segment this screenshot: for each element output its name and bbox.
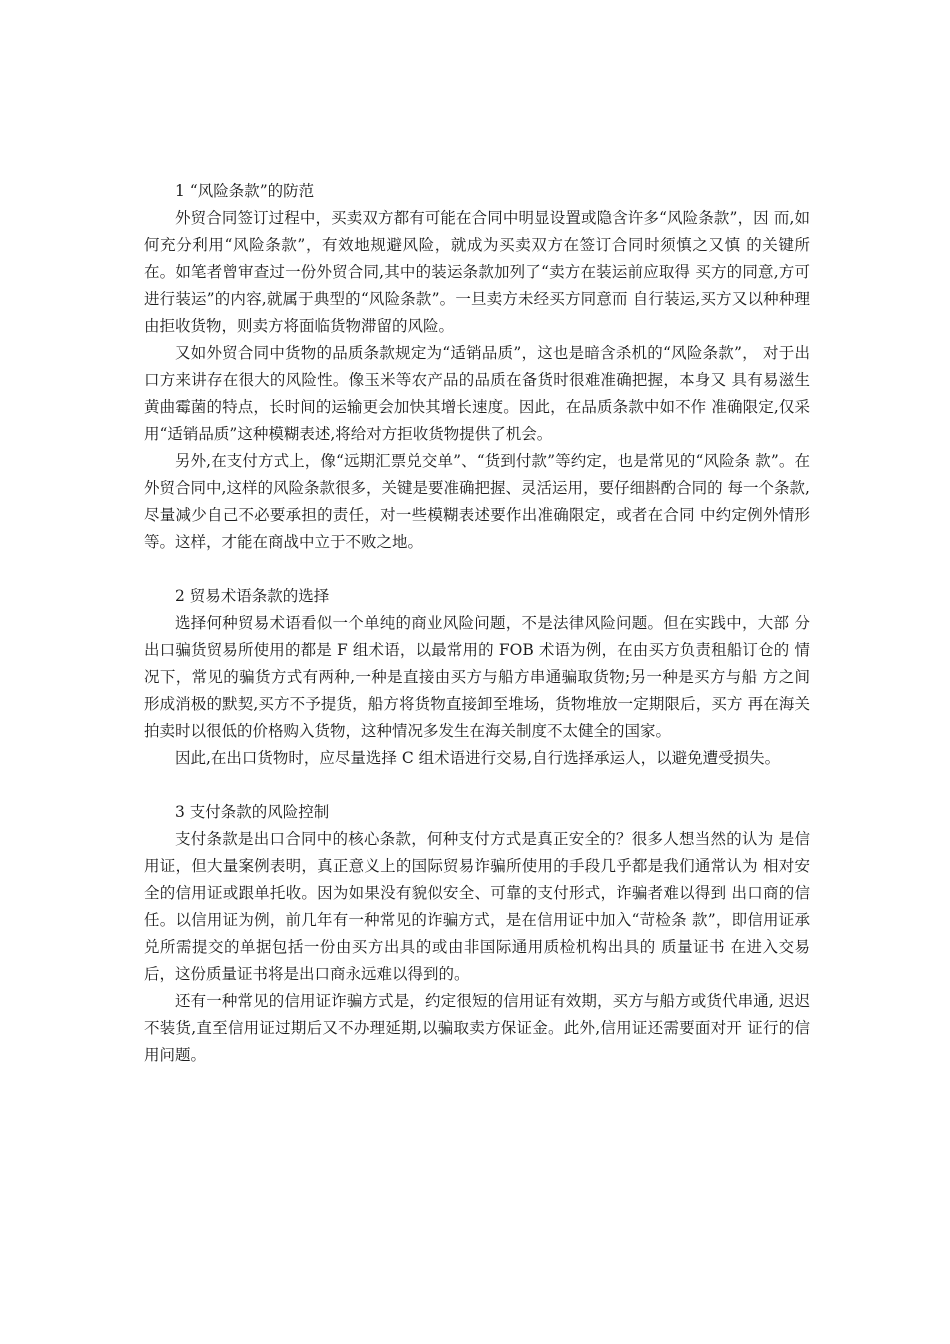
section-risk-clauses — [144, 178, 810, 556]
document-page — [144, 178, 810, 1069]
section-heading: 1 “风险条款”的防范 — [175, 182, 315, 200]
section-trade-terms — [144, 583, 810, 772]
paragraph: 另外,在支付方式上，像“远期汇票兑交单”、“货到付款”等约定，也是常见的“风险条 款”。在外贸合同中,这样的风险条款很多，关键是要准确把握、灵活运用，要仔细斟酌合同的 每一个条款,尽量减少自己不必要承担的责任，对一些模糊表述要作出准确限定，或者在合同 中约定例外情形等。这样，才能在商战中立于不败之地。 — [144, 452, 810, 551]
section-heading: 2 贸易术语条款的选择 — [175, 587, 330, 605]
section-payment-clauses — [144, 799, 810, 1069]
paragraph: 外贸合同签订过程中，买卖双方都有可能在合同中明显设置或隐含许多“风险条款”，因 而,如何充分利用“风险条款”，有效地规避风险，就成为买卖双方在签订合同时须慎之又慎 的关键所在。如笔者曾审查过一份外贸合同,其中的装运条款加列了“卖方在装运前应取得 买方的同意,方可进行装运”的内容,就属于典型的“风险条款”。一旦卖方未经买方同意而 自行装运,买方又以种种理由拒收货物，则卖方将面临货物滞留的风险。 — [144, 209, 810, 335]
paragraph: 因此,在出口货物时，应尽量选择 C 组术语进行交易,自行选择承运人，以避免遭受损失。 — [175, 749, 781, 767]
paragraph: 支付条款是出口合同中的核心条款，何种支付方式是真正安全的？很多人想当然的认为 是信用证，但大量案例表明，真正意义上的国际贸易诈骗所使用的手段几乎都是我们通常认为 相对安全的信用证或跟单托收。因为如果没有貌似安全、可靠的支付形式，诈骗者难以得到 出口商的信任。以信用证为例，前几年有一种常见的诈骗方式，是在信用证中加入“苛检条 款”，即信用证承兑所需提交的单据包括一份由买方出具的或由非国际通用质检机构出具的 质量证书 在进入交易后，这份质量证书将是出口商永远难以得到的。 — [144, 830, 810, 983]
paragraph: 又如外贸合同中货物的品质条款规定为“适销品质”，这也是暗含杀机的“风险条款”， 对于出口方来讲存在很大的风险性。像玉米等农产品的品质在备货时很难准确把握，本身又 具有易滋生黄曲霉菌的特点，长时间的运输更会加快其增长速度。因此，在品质条款中如不作 准确限定,仅采用“适销品质”这种模糊表述,将给对方拒收货物提供了机会。 — [144, 344, 810, 443]
paragraph: 选择何种贸易术语看似一个单纯的商业风险问题，不是法律风险问题。但在实践中，大部 分出口骗货贸易所使用的都是 F 组术语，以最常用的 FOB 术语为例，在由买方负责租船订仓的 情况下，常见的骗货方式有两种,一种是直接由买方与船方串通骗取货物;另一种是买方与船 方之间形成消极的默契,买方不予提货，船方将货物直接卸至堆场，货物堆放一定期限后，买方 再在海关拍卖时以很低的价格购入货物，这种情况多发生在海关制度不太健全的国家。 — [144, 614, 810, 740]
section-heading: 3 支付条款的风险控制 — [175, 803, 330, 821]
paragraph: 还有一种常见的信用证诈骗方式是，约定很短的信用证有效期，买方与船方或货代串通, 迟迟不装货,直至信用证过期后又不办理延期,以骗取卖方保证金。此外,信用证还需要面对开 证行的信用问题。 — [144, 992, 810, 1064]
